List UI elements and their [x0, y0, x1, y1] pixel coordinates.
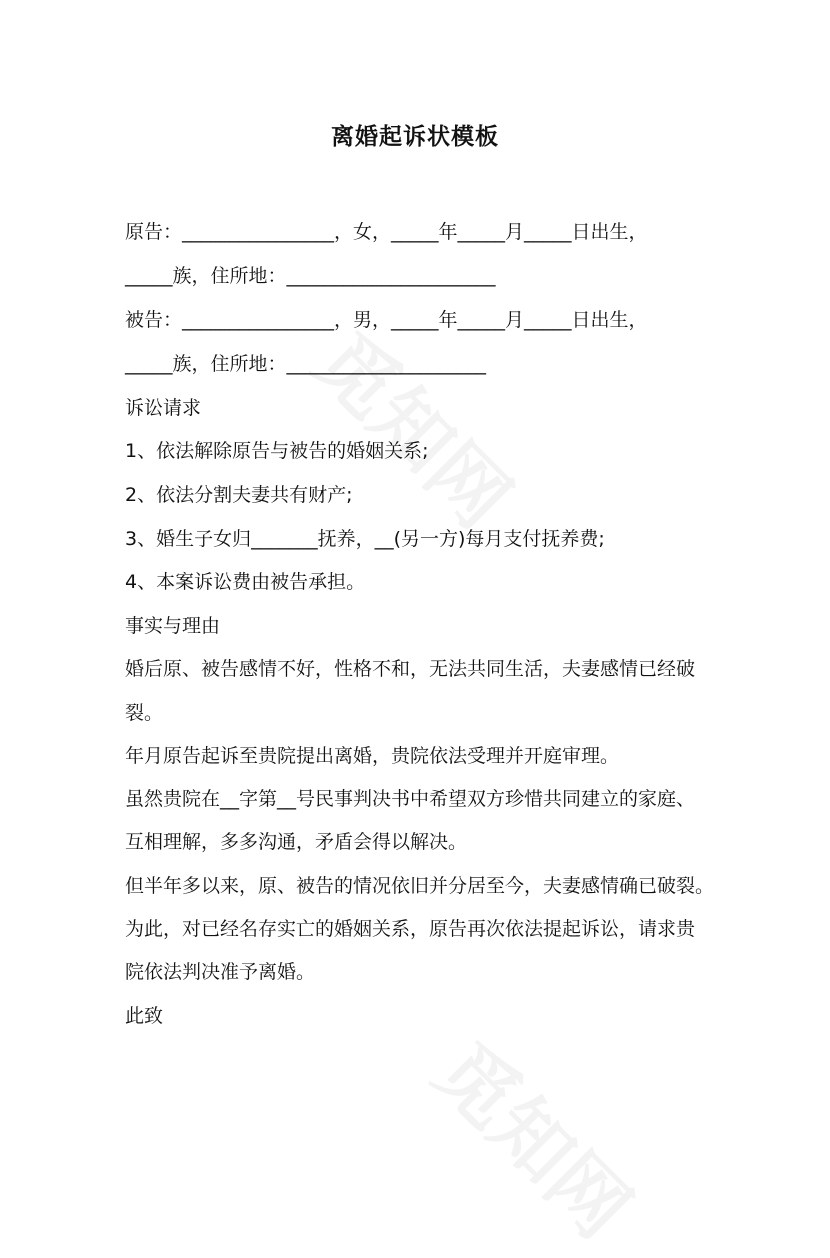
- watermark: [295, 304, 540, 549]
- facts-paragraph-line: 为此，对已经名存实亡的婚姻关系，原告再次依法提起诉讼，请求贵: [125, 918, 696, 940]
- facts-paragraph-line: 但半年多以来，原、被告的情况依旧并分居至今，夫妻感情确已破裂。: [125, 875, 715, 897]
- claim-item-1: 1、依法解除原告与被告的婚姻关系;: [125, 440, 429, 462]
- watermark: [415, 1014, 660, 1258]
- defendant-address-line: _____族，住所地：_____________________: [125, 353, 487, 375]
- facts-heading: 事实与理由: [125, 615, 221, 637]
- facts-paragraph-line: 院依法判决准予离婚。: [125, 961, 316, 983]
- defendant-line: 被告：________________，男，_____年_____月_____日出生，: [125, 309, 648, 331]
- claim-item-2: 2、依法分割夫妻共有财产;: [125, 484, 353, 506]
- claims-heading: 诉讼请求: [125, 397, 202, 419]
- facts-paragraph-line: 婚后原、被告感情不好，性格不和，无法共同生活，夫妻感情已经破: [125, 658, 696, 680]
- facts-paragraph-line: 年月原告起诉至贵院提出离婚，贵院依法受理并开庭审理。: [125, 745, 620, 767]
- plaintiff-line: 原告：________________，女，_____年_____月_____日出生，: [125, 221, 648, 243]
- facts-paragraph-line: 虽然贵院在__字第__号民事判决书中希望双方珍惜共同建立的家庭、: [125, 788, 696, 810]
- closing-salutation: 此致: [125, 1005, 164, 1027]
- plaintiff-address-line: _____族，住所地：______________________: [125, 265, 496, 287]
- claim-item-4: 4、本案诉讼费由被告承担。: [125, 571, 366, 593]
- claim-item-3: 3、婚生子女归_______抚养，__(另一方)每月支付抚养费;: [125, 528, 605, 550]
- facts-paragraph-line: 裂。: [125, 702, 164, 724]
- facts-paragraph-line: 互相理解，多多沟通，矛盾会得以解决。: [125, 831, 468, 853]
- document-title: 离婚起诉状模板: [331, 124, 499, 150]
